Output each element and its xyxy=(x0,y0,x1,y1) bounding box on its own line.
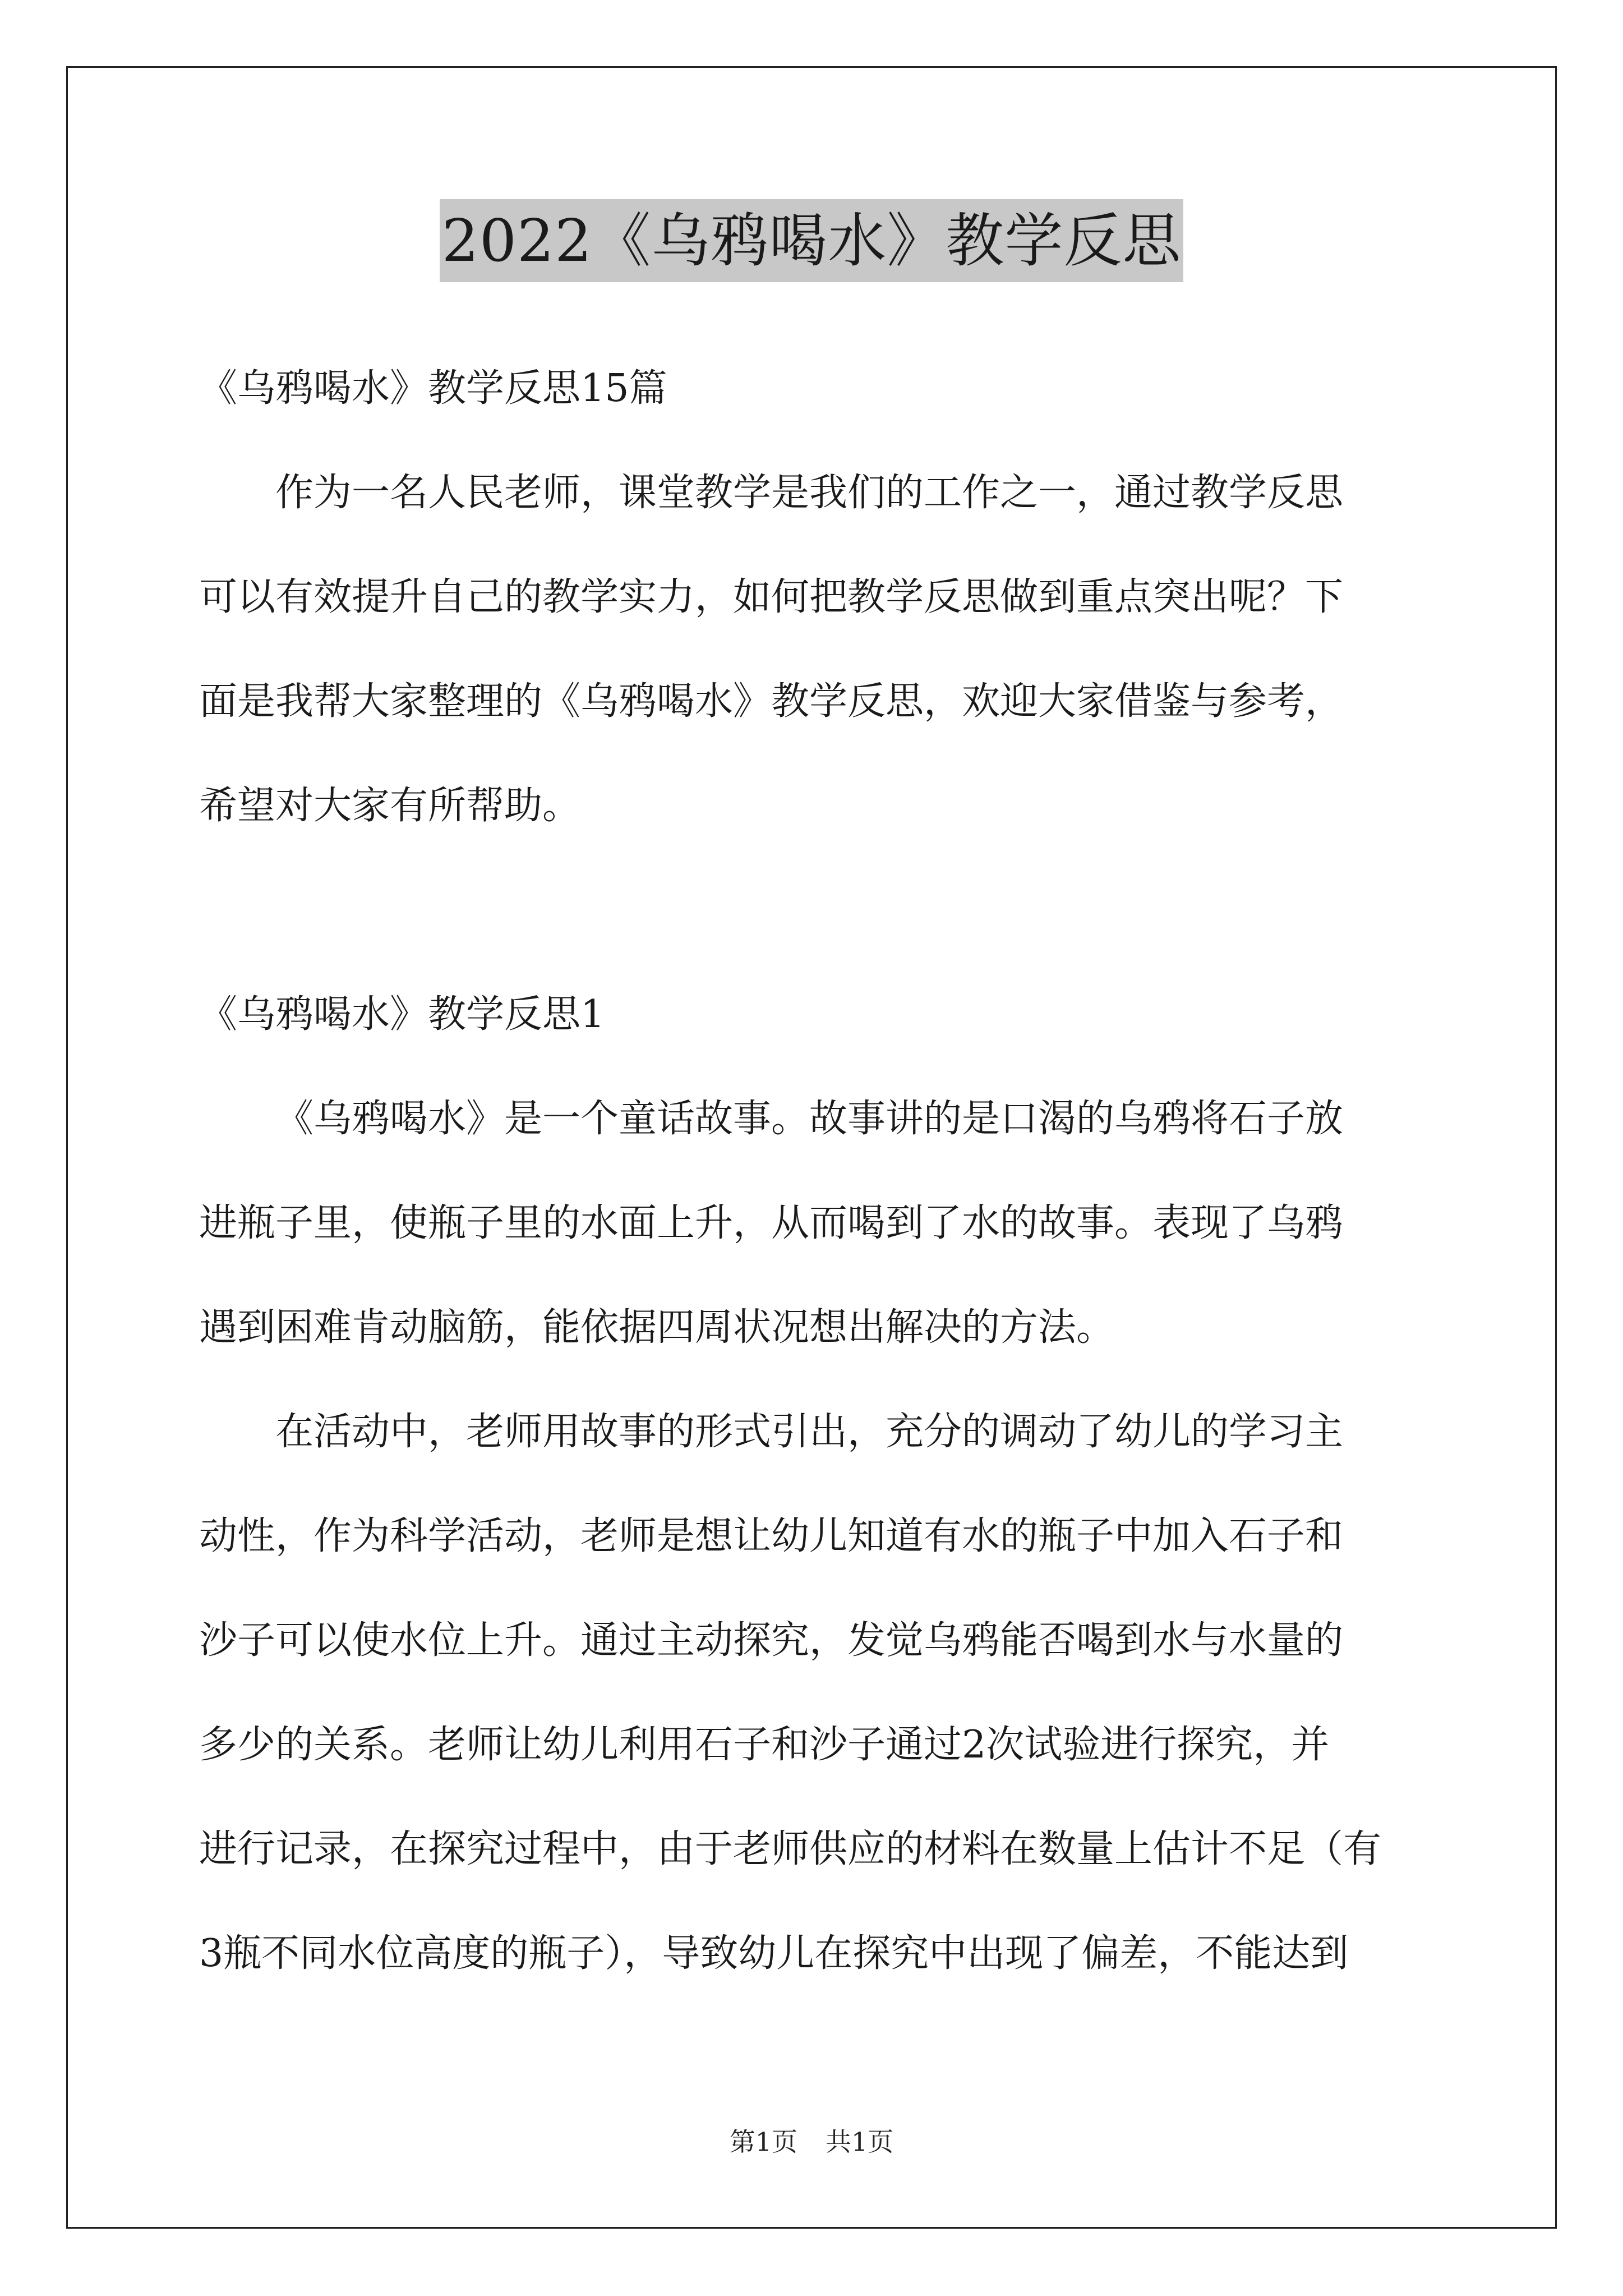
paragraph-line: 沙子可以使水位上升。通过主动探究，发觉乌鸦能否喝到水与水量的 xyxy=(199,1618,1344,1663)
title-block xyxy=(0,199,1623,282)
intro-line: 面是我帮大家整理的《乌鸦喝水》教学反思，欢迎大家借鉴与参考， xyxy=(199,679,1344,724)
document-body xyxy=(199,337,1427,2006)
page-number: 第1页 xyxy=(729,2127,797,2157)
paragraph-line: 在活动中，老师用故事的形式引出，充分的调动了幼儿的学习主 xyxy=(275,1410,1344,1454)
intro-line: 作为一名人民老师，课堂教学是我们的工作之一，通过教学反思 xyxy=(275,471,1344,515)
paragraph-line: 进瓶子里，使瓶子里的水面上升，从而喝到了水的故事。表现了乌鸦 xyxy=(199,1201,1344,1245)
page-footer xyxy=(0,2125,1623,2159)
document-title: 2022《乌鸦喝水》教学反思 xyxy=(440,199,1184,282)
section-heading: 《乌鸦喝水》教学反思1 xyxy=(199,992,605,1037)
paragraph-line: 动性，作为科学活动，老师是想让幼儿知道有水的瓶子中加入石子和 xyxy=(199,1514,1344,1558)
paragraph-line: 《乌鸦喝水》是一个童话故事。故事讲的是口渴的乌鸦将石子放 xyxy=(275,1097,1344,1141)
paragraph-line: 多少的关系。老师让幼儿利用石子和沙子通过2次试验进行探究，并 xyxy=(199,1723,1330,1767)
intro-line: 可以有效提升自己的教学实力，如何把教学反思做到重点突出呢？下 xyxy=(199,575,1344,619)
intro-line: 希望对大家有所帮助。 xyxy=(199,784,581,828)
page-total: 共1页 xyxy=(826,2127,894,2157)
section-spacer xyxy=(199,858,1427,963)
document-subtitle: 《乌鸦喝水》教学反思15篇 xyxy=(199,366,667,411)
paragraph-line: 进行记录，在探究过程中，由于老师供应的材料在数量上估计不足（有 xyxy=(199,1827,1382,1871)
paragraph-line: 3瓶不同水位高度的瓶子），导致幼儿在探究中出现了偏差，不能达到 xyxy=(199,1931,1349,1976)
paragraph-line: 遇到困难肯动脑筋，能依据四周状况想出解决的方法。 xyxy=(199,1305,1115,1350)
